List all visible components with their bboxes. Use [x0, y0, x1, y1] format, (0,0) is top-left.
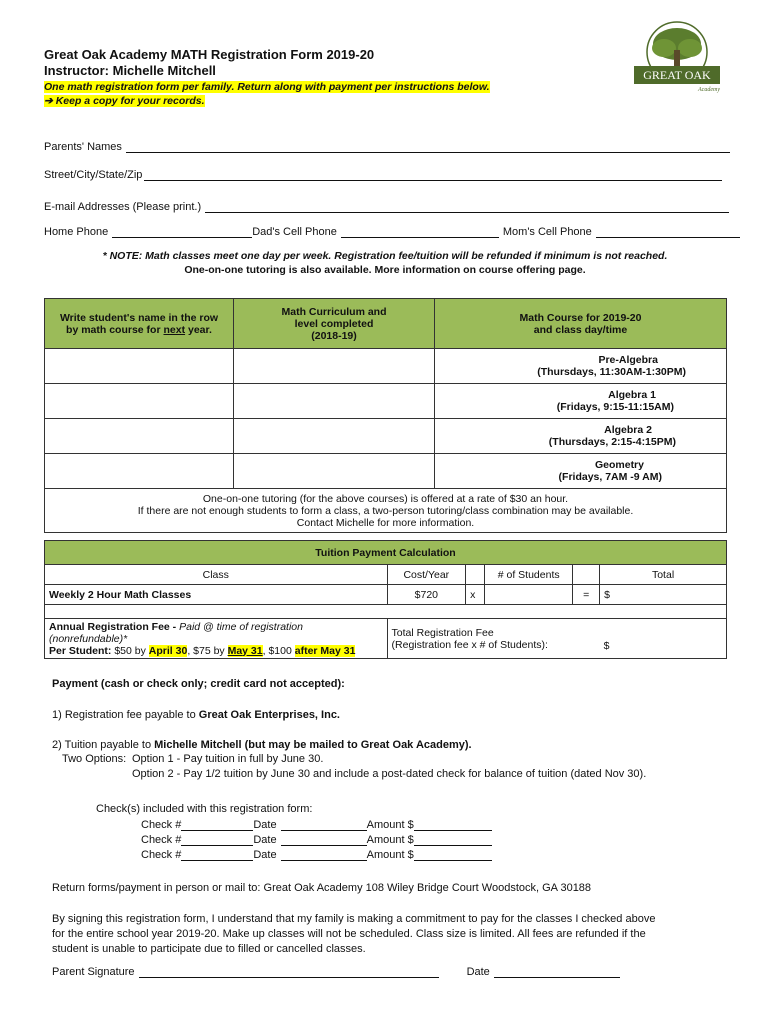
signature-row[interactable] [52, 965, 620, 978]
student-name-cell[interactable] [45, 384, 234, 419]
home-phone-label: Home Phone [44, 226, 109, 238]
tuition-table [44, 540, 727, 659]
payment-heading: Payment (cash or check only; credit card not accepted): [52, 678, 345, 690]
course-cell: Algebra 2 (Thursdays, 2:15-4:15PM) [435, 419, 727, 454]
check-row-2[interactable]: Check # Date Amount $ [141, 833, 492, 846]
curriculum-cell[interactable] [234, 419, 435, 454]
curriculum-cell[interactable] [234, 384, 435, 419]
great-oak-logo [626, 20, 728, 96]
parents-names-field[interactable] [44, 140, 730, 153]
payment-item-2: 2) Tuition payable to Michelle Mitchell (but may be mailed to Great Oak Academy). [52, 739, 472, 751]
notice-line-1: * NOTE: Math classes meet one day per week. Registration fee/tuition will be refunded if minimum is not reached. [102, 250, 668, 262]
course-cell: Pre-Algebra (Thursdays, 11:30AM-1:30PM) [435, 349, 727, 384]
total-registration-fee: Total Registration Fee (Registration fee x # of Students): [387, 619, 600, 659]
curriculum-cell[interactable] [234, 454, 435, 489]
student-name-cell[interactable] [45, 349, 234, 384]
options-label: Two Options: [62, 753, 127, 765]
table-row [45, 419, 727, 454]
street-field[interactable] [44, 168, 722, 181]
col-student-header: Write student's name in the row by math course for next year. [45, 299, 234, 349]
checks-heading: Check(s) included with this registration form: [96, 803, 313, 815]
table-row [45, 384, 727, 419]
svg-text:GREAT OAK: GREAT OAK [643, 68, 711, 82]
check-row-1[interactable]: Check # Date Amount $ [141, 818, 492, 831]
parent-signature-line[interactable] [139, 965, 439, 978]
header-students: # of Students [485, 565, 573, 585]
date-label: Date [466, 966, 490, 978]
dad-phone-label: Dad's Cell Phone [252, 226, 337, 238]
tutoring-info: One-on-one tutoring (for the above courses) is offered at a rate of $30 an hour. If there are not enough students to form a class, a two-person tutoring/class combination may be available. Contact Michelle for more information. [45, 489, 727, 533]
multiply-sign: x [466, 585, 485, 605]
email-label: E-mail Addresses (Please print.) [44, 201, 202, 213]
copy-note: ➔ Keep a copy for your records. [44, 95, 205, 107]
dad-phone-line[interactable] [341, 225, 499, 238]
table-row [45, 454, 727, 489]
phone-fields[interactable] [44, 225, 740, 238]
email-field[interactable] [44, 200, 729, 213]
header-class: Class [45, 565, 388, 585]
mom-phone-line[interactable] [596, 225, 740, 238]
tuition-title: Tuition Payment Calculation [45, 541, 727, 565]
equals-sign: = [573, 585, 600, 605]
curriculum-cell[interactable] [234, 349, 435, 384]
option-2: Option 2 - Pay 1/2 tuition by June 30 and include a post-dated check for balance of tuition (dated Nov 30). [132, 768, 647, 780]
col-course-header: Math Course for 2019-20 and class day/time [435, 299, 727, 349]
svg-text:Academy: Academy [698, 87, 720, 93]
instructor-name: Instructor: Michelle Mitchell [44, 63, 216, 78]
agreement-line-2: for the entire school year 2019-20. Make up classes will not be scheduled. Class size is limited. All fees are refunded if the [52, 928, 646, 940]
students-count-input[interactable] [485, 585, 573, 605]
registration-fee-cell: Annual Registration Fee - Paid @ time of registration (nonrefundable)* Per Student: $50 by April 30, $75 by May 31, $100 after May 31 [45, 619, 388, 659]
course-cell: Algebra 1 (Fridays, 9:15-11:15AM) [435, 384, 727, 419]
student-name-cell[interactable] [45, 419, 234, 454]
form-note: One math registration form per family. Return along with payment per instructions below. [44, 81, 490, 93]
student-name-cell[interactable] [45, 454, 234, 489]
course-cell: Geometry (Fridays, 7AM -9 AM) [435, 454, 727, 489]
payment-item-1: 1) Registration fee payable to Great Oak Enterprises, Inc. [52, 709, 340, 721]
weekly-classes-label: Weekly 2 Hour Math Classes [45, 585, 388, 605]
col-curriculum-header: Math Curriculum and level completed (2018-19) [234, 299, 435, 349]
return-address: Return forms/payment in person or mail to: Great Oak Academy 108 Wiley Bridge Court Woodstock, GA 30188 [52, 882, 592, 894]
home-phone-line[interactable] [112, 225, 252, 238]
mom-phone-label: Mom's Cell Phone [502, 226, 592, 238]
email-line[interactable] [205, 200, 729, 213]
option-1: Option 1 - Pay tuition in full by June 30. [132, 753, 324, 765]
parents-names-line[interactable] [126, 140, 730, 153]
header-total: Total [600, 565, 727, 585]
table-row [45, 349, 727, 384]
parents-names-label: Parents' Names [44, 141, 122, 153]
street-label: Street/City/State/Zip [44, 169, 143, 181]
parent-signature-label: Parent Signature [52, 966, 135, 978]
date-line[interactable] [494, 965, 620, 978]
form-title: Great Oak Academy MATH Registration Form 2019-20 [44, 47, 375, 62]
notice-line-2: One-on-one tutoring is also available. More information on course offering page. [184, 264, 586, 276]
agreement-line-1: By signing this registration form, I understand that my family is making a commitment to pay for the classes I checked above [52, 913, 656, 925]
street-line[interactable] [144, 168, 722, 181]
course-table [44, 298, 727, 533]
total-registration-amount[interactable]: $ [600, 619, 727, 659]
check-row-3[interactable]: Check # Date Amount $ [141, 848, 492, 861]
header-cost: Cost/Year [387, 565, 466, 585]
weekly-total[interactable]: $ [600, 585, 727, 605]
weekly-cost: $720 [387, 585, 466, 605]
agreement-line-3: student is unable to participate due to filled or cancelled classes. [52, 943, 366, 955]
